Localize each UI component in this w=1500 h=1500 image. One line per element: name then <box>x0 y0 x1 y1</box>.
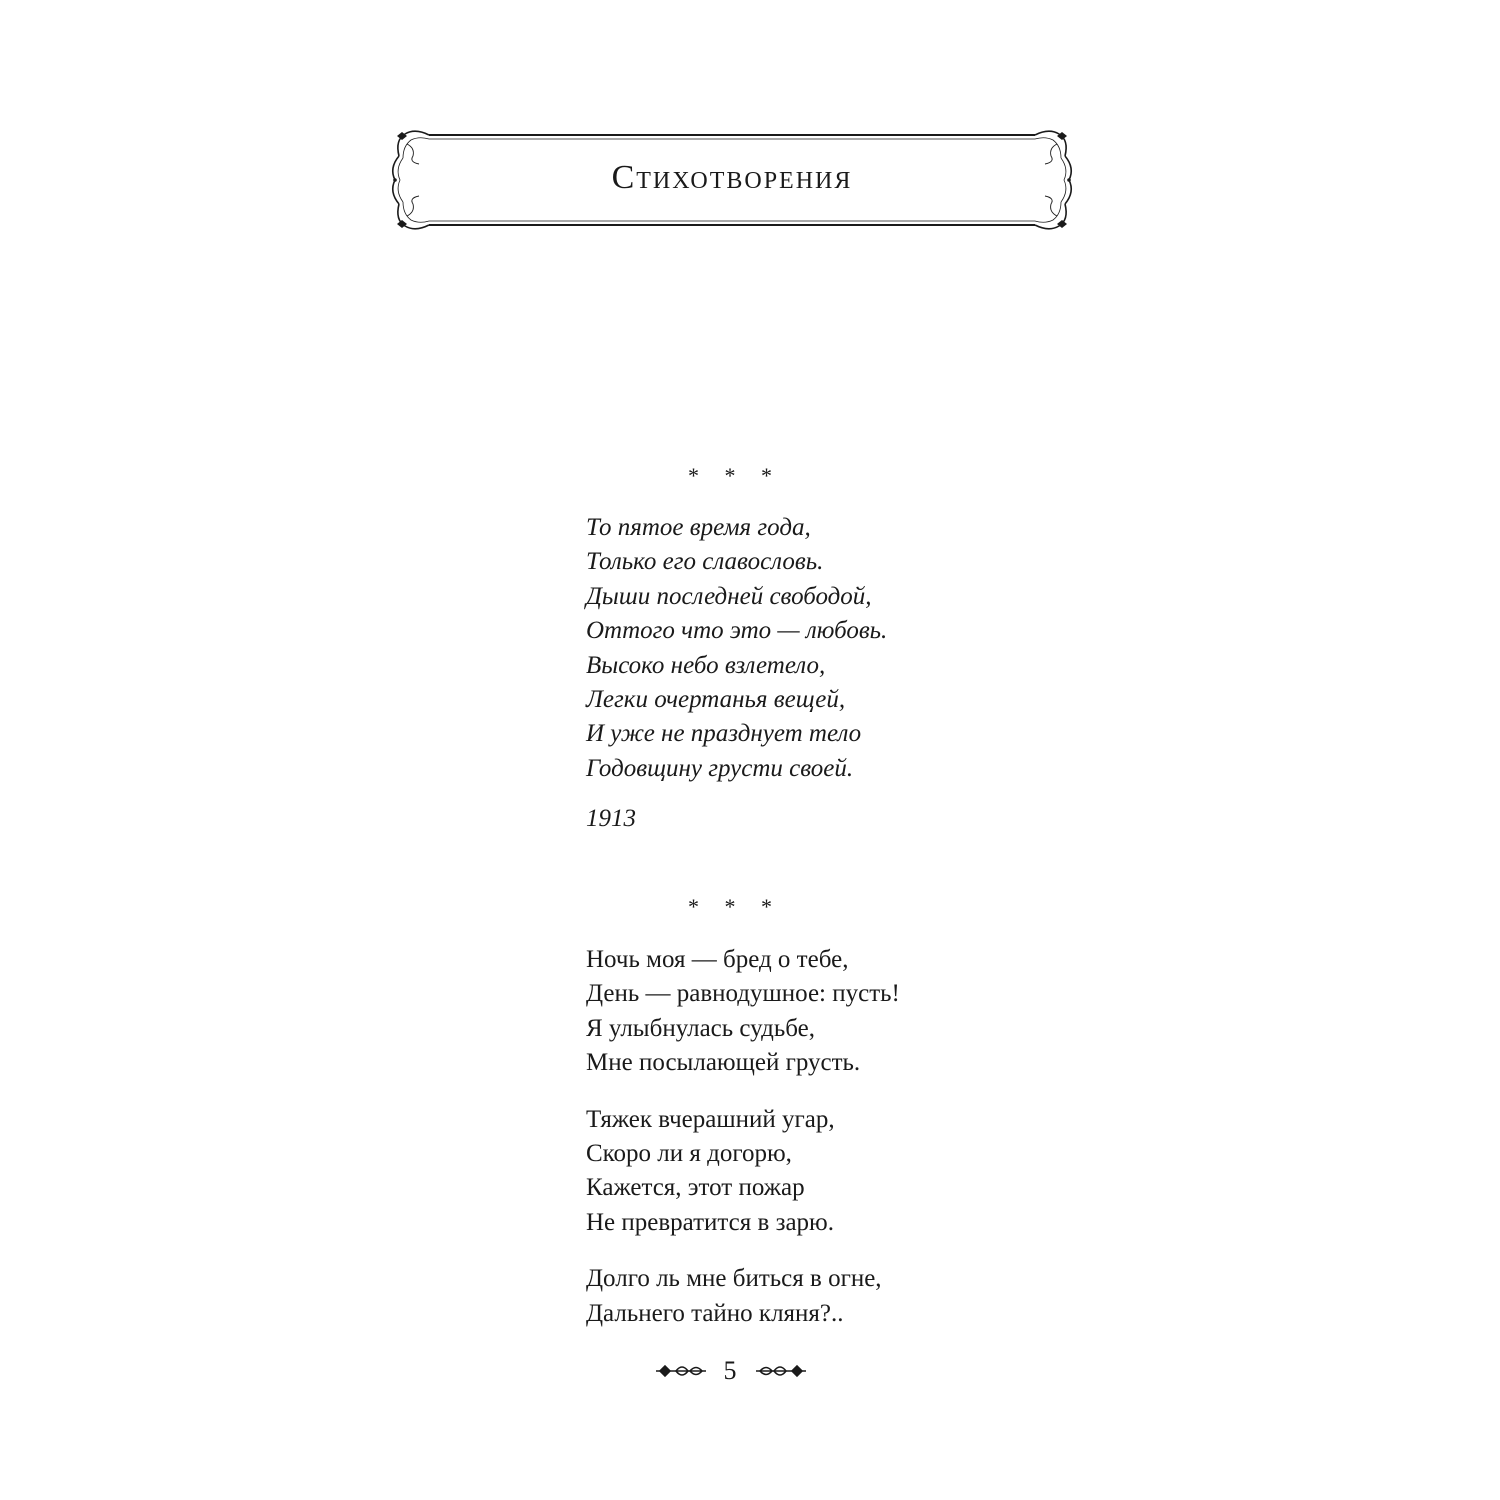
stanza <box>586 1103 1106 1241</box>
poem-line: И уже не празднует тело <box>586 720 862 748</box>
poem-line: Не превратится в зарю. <box>586 1208 834 1236</box>
poem-line: Мне посылающей грусть. <box>586 1049 861 1077</box>
poem-line: Высоко небо взлетело, <box>586 651 826 679</box>
stanza <box>586 1262 1106 1331</box>
poem-line: Годовщину грусти своей. <box>586 754 854 782</box>
poem-date: 1913 <box>586 805 636 833</box>
poem-line: Кажется, этот пожар <box>586 1174 805 1202</box>
section-header-frame <box>385 126 1079 234</box>
poem-line: Легки очертанья вещей, <box>586 686 846 714</box>
poem-line: Оттого что это — любовь. <box>586 617 888 645</box>
poem-line: Дальнего тайно кляня?.. <box>586 1299 844 1327</box>
poem-line: Скоро ли я догорю, <box>586 1140 792 1168</box>
poem-2 <box>586 943 1106 1353</box>
poem-line: Долго ль мне биться в огне, <box>586 1265 882 1293</box>
poem-line: День — равнодушное: пусть! <box>586 980 900 1008</box>
poem-separator: * * * <box>688 894 782 919</box>
poem-line: Тяжек вчерашний угар, <box>586 1105 835 1133</box>
poem-line: То пятое время года, <box>586 514 811 541</box>
poem-line: Дыши последней свободой, <box>586 582 872 610</box>
poem-1 <box>586 511 1106 836</box>
poem-line: Только его славословь. <box>586 548 824 576</box>
page-folio <box>630 1354 830 1388</box>
poem-line: Я улыбнулась судьбе, <box>586 1014 815 1042</box>
poem-line: Ночь моя — бред о тебе, <box>586 946 849 973</box>
stanza <box>586 943 1106 1081</box>
poem-separator: * * * <box>688 463 782 488</box>
page-number: 5 <box>723 1356 737 1385</box>
folio-ornament-right-icon <box>752 1362 808 1380</box>
section-title: Стихотворения <box>611 159 853 196</box>
